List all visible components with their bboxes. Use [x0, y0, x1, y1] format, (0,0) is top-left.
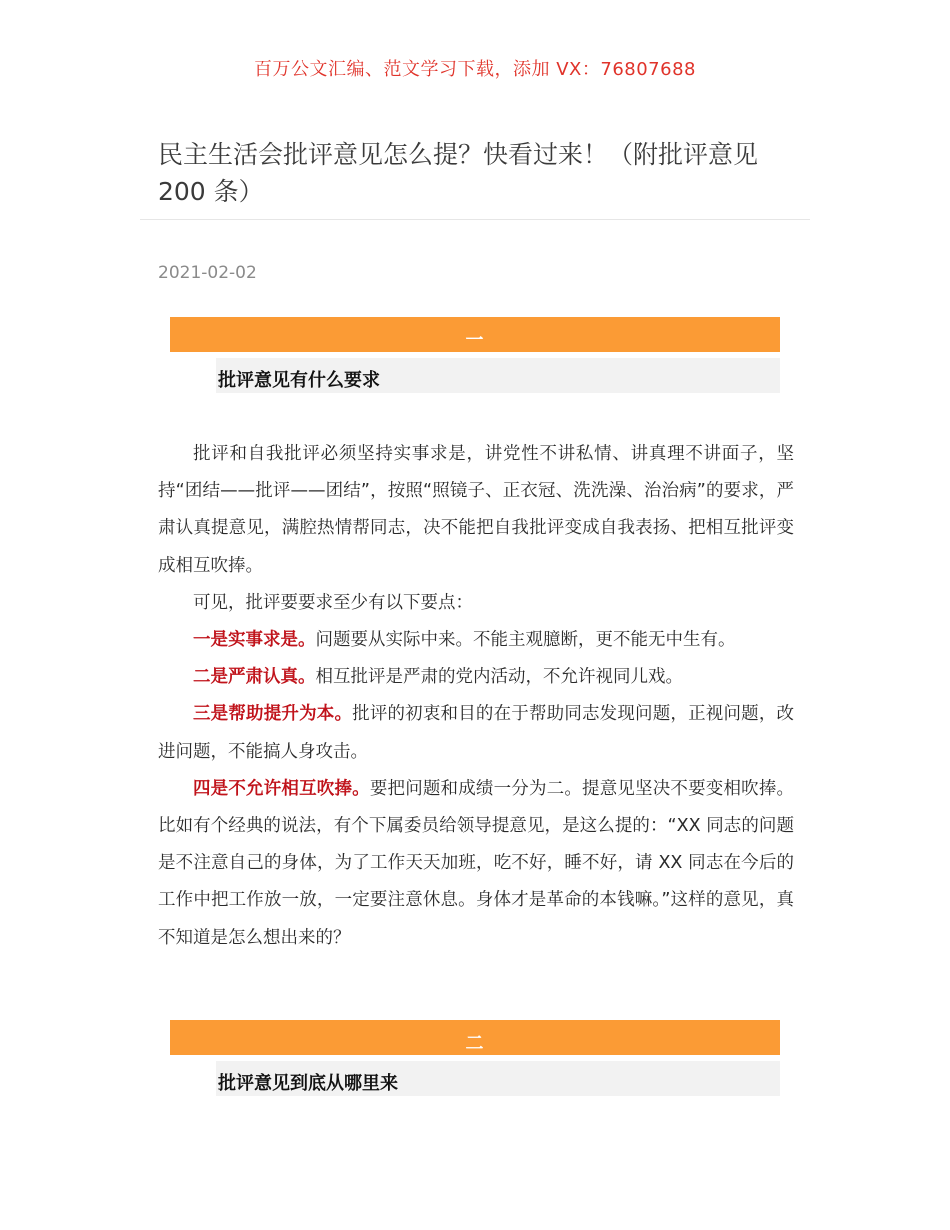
section-2-heading-box — [216, 1061, 780, 1096]
article-body — [158, 436, 794, 957]
point-4-text: 要把问题和成绩一分为二。提意见坚决不要变相吹捧。比如有个经典的说法，有个下属委员给领导提意见，是这么提的：“XX 同志的问题是不注意自己的身体，为了工作天天加班，吃不好，睡不好，请 XX 同志在今后的工作中把工作放一放，一定要注意休息。身体才是革命的本钱嘛。”这样的意见，真不知道是怎么想出来的？ — [158, 778, 795, 948]
article-title: 民主生活会批评意见怎么提？快看过来！（附批评意见 200 条） — [158, 140, 759, 206]
point-3-text: 批评的初衷和目的在于帮助同志发现问题，正视问题，改进问题，不能搞人身攻击。 — [158, 704, 795, 762]
point-4 — [158, 771, 794, 957]
paragraph-intro: 批评和自我批评必须坚持实事求是，讲党性不讲私情、讲真理不讲面子，坚持“团结——批评——团结”，按照“照镜子、正衣冠、洗洗澡、治治病”的要求，严肃认真提意见，满腔热情帮同志，决不能把自我批评变成自我表扬、把相互批评变成相互吹捧。 — [158, 444, 794, 576]
point-2-text: 相互批评是严肃的党内活动，不允许视同儿戏。 — [315, 667, 683, 688]
paragraph-points-intro: 可见，批评要要求至少有以下要点： — [193, 592, 473, 613]
point-3-lead: 三是帮助提升为本。 — [193, 704, 353, 725]
point-4-lead: 四是不允许相互吹捧。 — [193, 778, 370, 799]
point-2-lead: 二是严肃认真。 — [193, 667, 316, 688]
promo-banner: 百万公文汇编、范文学习下载，添加 VX：76807688 — [254, 59, 696, 80]
section-1-bar — [170, 317, 780, 352]
section-2-heading: 批评意见到底从哪里来 — [218, 1073, 398, 1094]
section-2-number: 二 — [465, 1033, 485, 1054]
point-3 — [158, 696, 794, 770]
section-1-heading-box — [216, 358, 780, 393]
point-1 — [158, 622, 794, 659]
publish-date: 2021-02-02 — [158, 263, 257, 283]
point-1-text: 问题要从实际中来。不能主观臆断，更不能无中生有。 — [315, 630, 736, 651]
section-1-heading: 批评意见有什么要求 — [218, 370, 380, 391]
title-divider — [140, 219, 810, 220]
point-1-lead: 一是实事求是。 — [193, 630, 316, 651]
section-2-bar — [170, 1020, 780, 1055]
section-1-number: 一 — [465, 330, 485, 351]
point-2 — [158, 659, 794, 696]
